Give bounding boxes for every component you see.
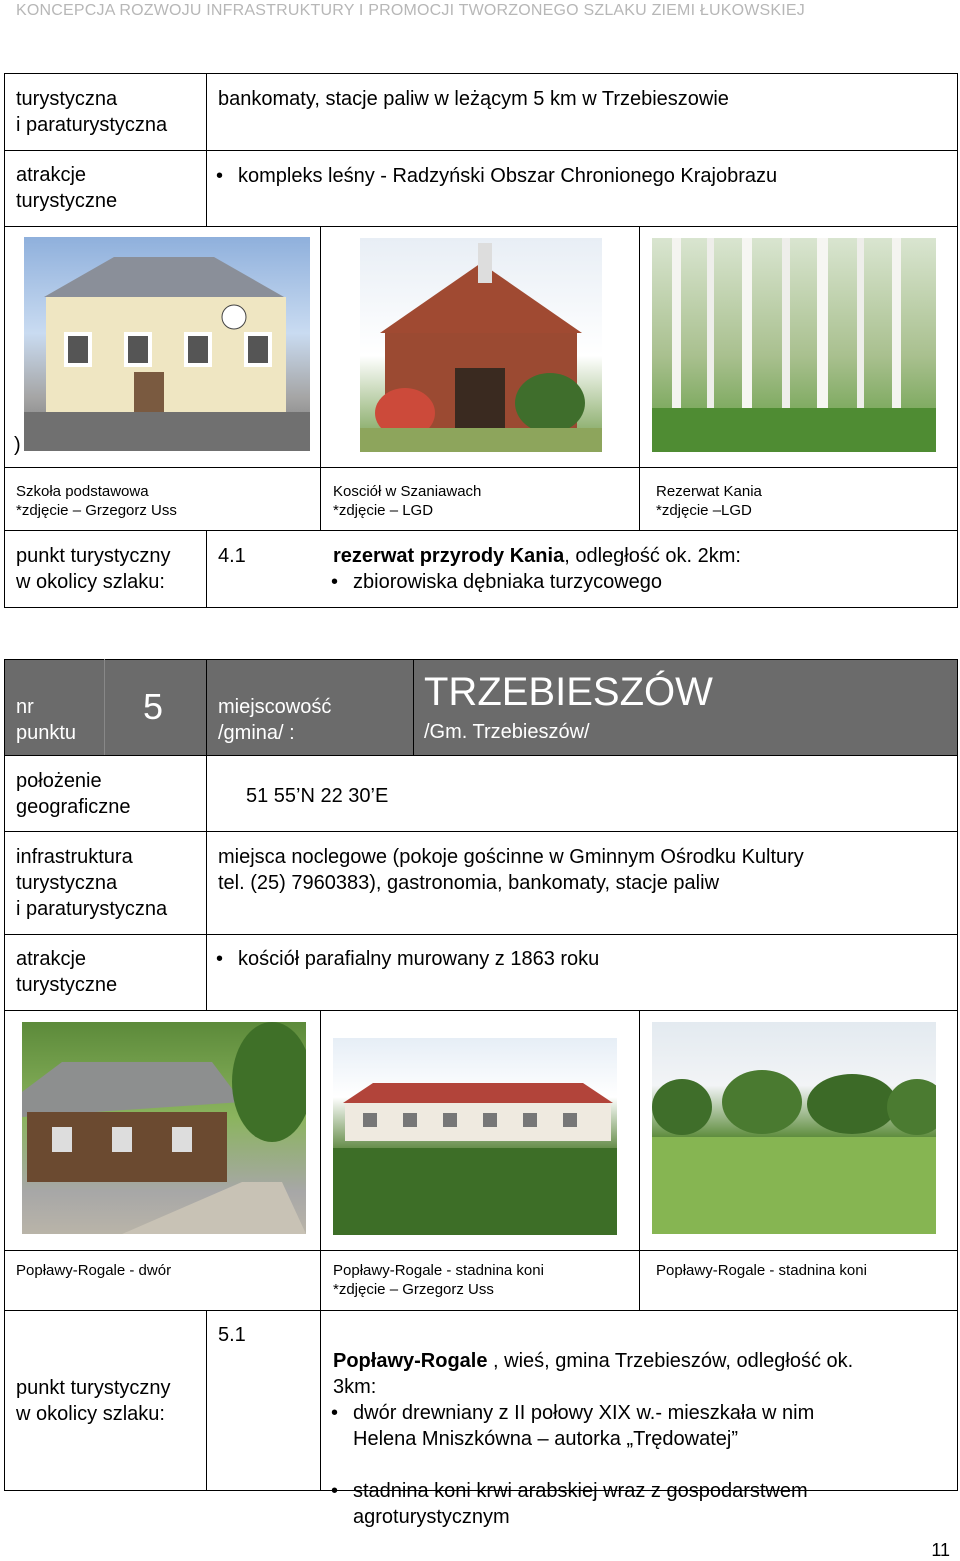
infra-value-2: miejsca noclegowe (pokoje gościnne w Gminnym Ośrodku Kultury tel. (25) 7960383), gastronomia, bankomaty, stacje paliw <box>218 846 804 894</box>
infra-label-2: infrastruktura turystyczna i paraturystyczna <box>16 846 168 920</box>
point-features-2 <box>331 1374 814 1556</box>
geo-label: położenie geograficzne <box>16 770 131 818</box>
nearby-point-label: punkt turystyczny w okolicy szlaku: <box>16 545 171 593</box>
list-item: • zbiorowiska dębniaka turzycowego <box>331 569 662 595</box>
photo-stud-farm-1 <box>333 1038 617 1235</box>
nr-label: nr punktu <box>16 696 77 744</box>
photo-birch-forest <box>652 238 936 452</box>
list-item: • kościół parafialny murowany z 1863 roku <box>216 946 599 972</box>
point-features <box>331 569 662 595</box>
point-number: 4.1 <box>218 545 246 567</box>
point-description-2: Popławy-Rogale , wieś, gmina Trzebieszów, odległość ok. 3km: <box>333 1350 854 1398</box>
page-number: 11 <box>931 1540 950 1560</box>
attractions-list-2 <box>216 946 599 972</box>
photo-stud-farm-2 <box>652 1022 936 1234</box>
attractions-label: atrakcje turystyczne <box>16 164 118 212</box>
photo-manor <box>22 1022 306 1234</box>
point-number-2: 5.1 <box>218 1324 246 1346</box>
infra-label: turystyczna i paraturystyczna <box>16 88 168 136</box>
town-name: TRZEBIESZÓW <box>424 670 713 714</box>
photo-school <box>24 237 310 451</box>
nr-value: 5 <box>143 686 164 727</box>
list-item: • kompleks leśny - Radzyński Obszar Chronionego Krajobrazu <box>216 163 777 189</box>
gmina-name: /Gm. Trzebieszów/ <box>424 721 590 743</box>
nearby-point-label-2: punkt turystyczny w okolicy szlaku: <box>16 1377 171 1425</box>
geo-value: 51 55’N 22 30’E <box>246 785 389 807</box>
caption-stud-farm-2: Popławy-Rogale - stadnina koni <box>656 1262 867 1279</box>
caption-church: Kosciół w Szaniawach *zdjęcie – LGD <box>333 483 482 519</box>
attractions-list <box>216 163 777 189</box>
list-item: • stadnina koni krwi arabskiej wraz z gospodarstwem agroturystycznym <box>331 1478 814 1530</box>
caption-stud-farm-1: Popławy-Rogale - stadnina koni *zdjęcie – Grzegorz Uss <box>333 1262 544 1298</box>
list-item: • dwór drewniany z II połowy XIX w.- mieszkała w nim Helena Mniszkówna – autorka „Trędowatej” <box>331 1400 814 1452</box>
caption-school: Szkoła podstawowa *zdjęcie – Grzegorz Uss <box>16 483 177 519</box>
caption-reserve: Rezerwat Kania *zdjęcie –LGD <box>656 483 762 519</box>
infra-value: bankomaty, stacje paliw w leżącym 5 km w Trzebieszowie <box>218 88 729 110</box>
photo-church <box>360 238 602 452</box>
locality-label: miejscowość /gmina/ : <box>218 696 332 744</box>
attractions-label-2: atrakcje turystyczne <box>16 948 118 996</box>
paren-mark: ) <box>14 434 21 456</box>
point-description: rezerwat przyrody Kania, odległość ok. 2km: <box>333 545 741 567</box>
caption-manor: Popławy-Rogale - dwór <box>16 1262 172 1279</box>
page-header: KONCEPCJA ROZWOJU INFRASTRUKTURY I PROMOCJI TWORZONEGO SZLAKU ZIEMI ŁUKOWSKIEJ <box>16 2 806 19</box>
